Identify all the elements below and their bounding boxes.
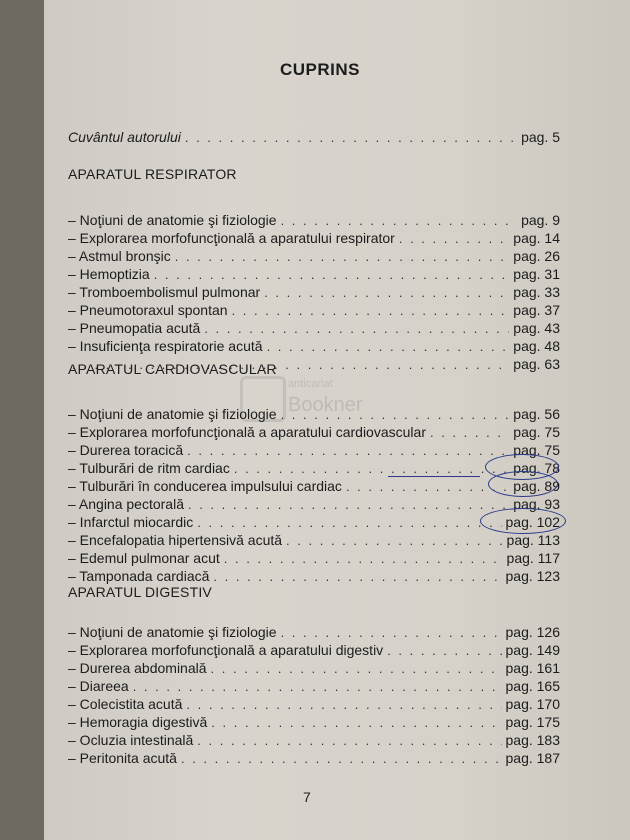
toc-entry-page: pag. 161 xyxy=(505,660,560,676)
toc-entry xyxy=(68,531,560,549)
toc-entry xyxy=(68,441,560,459)
toc-entry-page: pag. 89 xyxy=(513,478,560,494)
toc-entry xyxy=(68,749,560,767)
toc-entry-intro xyxy=(68,128,560,146)
leader-dots xyxy=(197,732,501,749)
toc-entry-label: – Tromboembolismul pulmonar xyxy=(68,284,261,300)
toc-entry-label: – Tulburări în conducerea impulsului cardiac xyxy=(68,478,342,494)
toc-entry-label: – Angina pectorală xyxy=(68,496,184,512)
leader-dots xyxy=(234,460,509,477)
leader-dots xyxy=(264,284,509,301)
toc-entry-page: pag. 149 xyxy=(505,642,560,658)
page-number: 7 xyxy=(303,789,311,805)
leader-dots xyxy=(430,424,509,441)
leader-dots xyxy=(133,678,502,695)
toc-entry xyxy=(68,623,560,641)
toc-entry xyxy=(68,319,560,337)
leader-dots xyxy=(181,750,502,767)
toc-entry xyxy=(68,567,560,585)
toc-entry-label: – Ocluzia intestinală xyxy=(68,732,194,748)
toc-entry-page: pag. 33 xyxy=(513,284,560,300)
toc-entry-page: pag. 63 xyxy=(513,356,560,372)
toc-entry-label: – Edemul pulmonar acut xyxy=(68,550,220,566)
toc-entry xyxy=(68,713,560,731)
toc-entry-page: pag. 126 xyxy=(505,624,560,640)
toc-entry-page: pag. 78 xyxy=(513,460,560,476)
toc-entry-label: – Noţiuni de anatomie şi fiziologie xyxy=(68,406,277,422)
section-heading-digestiv: APARATUL DIGESTIV xyxy=(68,584,212,600)
toc-entry-page: pag. 113 xyxy=(506,532,560,548)
toc-entry-page: pag. 31 xyxy=(513,266,560,282)
toc-entry-page: pag. 102 xyxy=(505,514,560,530)
toc-entry xyxy=(68,337,560,355)
toc-entry xyxy=(68,731,560,749)
leader-dots xyxy=(154,266,510,283)
toc-entry-label: – Colecistita acută xyxy=(68,696,183,712)
toc-entry-page: pag. 14 xyxy=(513,230,560,246)
toc-entry-page: pag. 75 xyxy=(513,442,560,458)
watermark-line2: Bookner xyxy=(288,394,363,416)
leader-dots xyxy=(185,129,517,146)
toc-entry-page: pag. 48 xyxy=(513,338,560,354)
toc-entry-page: pag. 123 xyxy=(505,568,560,584)
toc-entry-label: – Pneumotoraxul spontan xyxy=(68,302,228,318)
book-page xyxy=(44,0,630,840)
toc-entry xyxy=(68,405,560,423)
leader-dots xyxy=(204,320,509,337)
toc-entry xyxy=(68,301,560,319)
toc-entry-label: – Noţiuni de anatomie şi fiziologie xyxy=(68,212,277,228)
leader-dots xyxy=(281,624,502,641)
toc-entry-page: pag. 183 xyxy=(505,732,560,748)
watermark-line1: anticariat xyxy=(288,378,333,390)
toc-entry-label: – Durerea abdominală xyxy=(68,660,207,676)
toc-entry xyxy=(68,641,560,659)
toc-entry-label: – Noţiuni de anatomie şi fiziologie xyxy=(68,624,277,640)
toc-entry xyxy=(68,423,560,441)
leader-dots xyxy=(211,660,502,677)
leader-dots xyxy=(267,338,510,355)
toc-entry-page: pag. 43 xyxy=(513,320,560,336)
toc-entry-label: – Pneumopatia acută xyxy=(68,320,201,336)
toc-entry xyxy=(68,477,560,495)
page-title: CUPRINS xyxy=(280,60,361,79)
toc-entry-label: – Diareea xyxy=(68,678,129,694)
section-heading-respirator: APARATUL RESPIRATOR xyxy=(68,166,237,182)
leader-dots xyxy=(213,568,501,585)
toc-entry-label: – Explorarea morfofuncţională a aparatului respirator xyxy=(68,230,395,246)
toc-entry-label: – Explorarea morfofuncţională a aparatului cardiovascular xyxy=(68,424,426,440)
toc-entry-label: – Insuficienţa respiratorie acută xyxy=(68,338,263,354)
leader-dots xyxy=(175,248,510,265)
leader-dots xyxy=(197,514,501,531)
toc-entry-page: pag. 9 xyxy=(521,212,560,228)
toc-entry-label: – Astmul bronşic xyxy=(68,248,171,264)
toc-entry-page: pag. 117 xyxy=(506,550,560,566)
toc-entry-label: – Hemoragia digestivă xyxy=(68,714,208,730)
toc-entry-label: – Peritonita acută xyxy=(68,750,177,766)
toc-entry xyxy=(68,513,560,531)
toc-entry-page: pag. 93 xyxy=(513,496,560,512)
pen-underline-mark xyxy=(388,476,480,477)
toc-entry xyxy=(68,695,560,713)
toc-entry xyxy=(68,229,560,247)
toc-entry-page: pag. 56 xyxy=(513,406,560,422)
toc-entry xyxy=(68,211,560,229)
toc-entry-page: pag. 165 xyxy=(505,678,560,694)
leader-dots xyxy=(281,212,517,229)
toc-entry-label: – Infarctul miocardic xyxy=(68,514,194,530)
toc-entry xyxy=(68,659,560,677)
toc-entry-page: pag. 26 xyxy=(513,248,560,264)
toc-entry xyxy=(68,495,560,513)
leader-dots xyxy=(211,714,501,731)
leader-dots xyxy=(187,442,509,459)
toc-entry-page: pag. 75 xyxy=(513,424,560,440)
toc-entry xyxy=(68,677,560,695)
toc-entry-page: pag. 37 xyxy=(513,302,560,318)
leader-dots xyxy=(232,302,510,319)
toc-entry-label: – Tamponada cardiacă xyxy=(68,568,210,584)
toc-entry-label: Cuvântul autorului xyxy=(68,129,181,145)
toc-entry xyxy=(68,283,560,301)
section-heading-cardiovascular: APARATUL CARDIOVASCULAR xyxy=(68,361,277,377)
leader-dots xyxy=(346,478,509,495)
toc-entry-page: pag. 170 xyxy=(505,696,560,712)
leader-dots xyxy=(286,532,502,549)
leader-dots xyxy=(399,230,509,247)
toc-entry-page: pag. 187 xyxy=(505,750,560,766)
leader-dots xyxy=(188,496,509,513)
toc-entry xyxy=(68,459,560,477)
toc-entry-label: – Explorarea morfofuncţională a aparatului digestiv xyxy=(68,642,384,658)
leader-dots xyxy=(387,642,501,659)
toc-entry-page: pag. 175 xyxy=(505,714,560,730)
toc-entry-label: – Hemoptizia xyxy=(68,266,150,282)
toc-entry xyxy=(68,265,560,283)
toc-entry xyxy=(68,549,560,567)
leader-dots xyxy=(281,406,510,423)
leader-dots xyxy=(224,550,503,567)
toc-entry-label: – Durerea toracică xyxy=(68,442,184,458)
toc-entry-label: – Encefalopatia hipertensivă acută xyxy=(68,532,283,548)
toc-entry-page: pag. 5 xyxy=(521,129,560,145)
leader-dots xyxy=(186,696,501,713)
toc-entry-label: – Tulburări de ritm cardiac xyxy=(68,460,230,476)
toc-entry xyxy=(68,247,560,265)
